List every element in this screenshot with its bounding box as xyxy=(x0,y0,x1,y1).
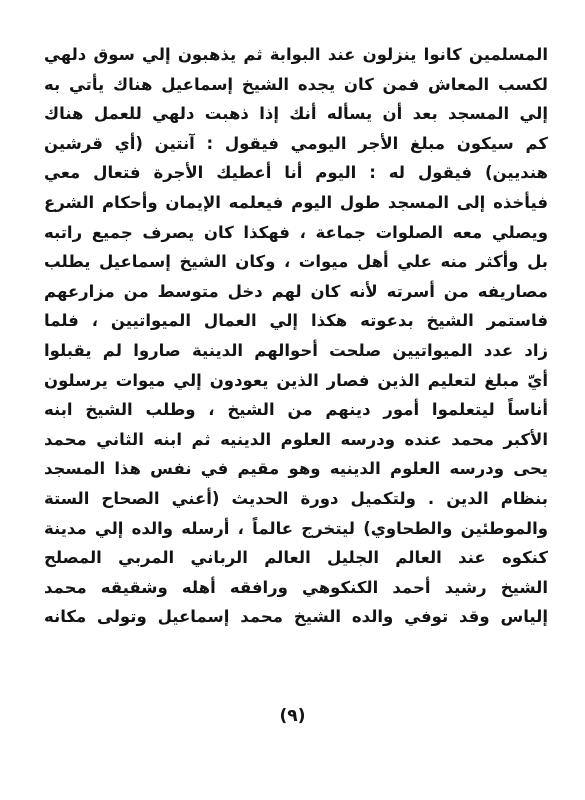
text-line: أناساً ليتعلموا أمور دينهم من الشيخ ، وطلب الشيخ ابنه xyxy=(44,400,548,420)
text-line: بنظام الدين . ولتكميل دورة الحديث (أعني الصحاح الستة xyxy=(44,488,548,508)
text-line: ويصلي معه الصلوات جماعة ، فهكذا كان يصرف جميع راتبه xyxy=(44,222,548,242)
text-line: كم سيكون مبلغ الأجر اليومي فيقول : آنتين (أي قرشين xyxy=(44,133,548,153)
text-line: بل وأكثر منه علي أهل ميوات ، وكان الشيخ إسماعيل يطلب xyxy=(44,252,548,272)
text-line: إلي المسجد بعد أن يسأله أنك إذا ذهبت دلهي للعمل هناك xyxy=(44,104,548,124)
text-line: لكسب المعاش فمن كان يجده الشيخ إسماعيل هناك يأتي به xyxy=(44,74,548,94)
body-text xyxy=(44,40,548,632)
text-line: يحى ودرسه العلوم الدينيه وهو مقيم في نفس هذا المسجد xyxy=(44,459,548,479)
text-line: هنديين) فيقول له : اليوم أنا أعطيك الأجرة فتعال معي xyxy=(44,163,548,183)
text-line: الأكبر محمد عنده ودرسه العلوم الدينيه ثم ابنه الثاني محمد xyxy=(44,429,548,449)
text-line: الشيخ رشيد أحمد الكنكوهي ورافقه أهله وشقيقه محمد xyxy=(44,577,548,597)
text-line: فاستمر الشيخ بدعوته هكذا إلي العمال الميواتيين ، فلما xyxy=(44,311,548,331)
page-number: (٩) xyxy=(279,706,306,726)
text-line: فيأخذه إلى المسجد طول اليوم فيعلمه الإيمان وأحكام الشرع xyxy=(44,192,548,212)
text-line: مصاريفه من أسرته لأنه كان لهم دخل متوسط من مزارعهم xyxy=(44,281,548,301)
text-line: أيّ مبلغ لتعليم الذين فصار الذين يعودون إلي ميوات يرسلون xyxy=(44,370,548,390)
text-line: زاد عدد الميواتيين صلحت أحوالهم الدينية صاروا لم يقبلوا xyxy=(44,340,548,360)
text-line: والموطئين والطحاوي) ليتخرج عالماً ، أرسله والده إلي مدينة xyxy=(44,518,548,538)
text-line: المسلمين كانوا ينزلون عند البوابة ثم يذهبون إلي سوق دلهي xyxy=(44,45,548,64)
text-line: إلياس وقد توفي والده الشيخ محمد إسماعيل وتولى مكانه xyxy=(44,607,548,627)
text-line: كنكوه عند العالم الجليل العالم الرباني المربي المصلح xyxy=(44,548,548,568)
